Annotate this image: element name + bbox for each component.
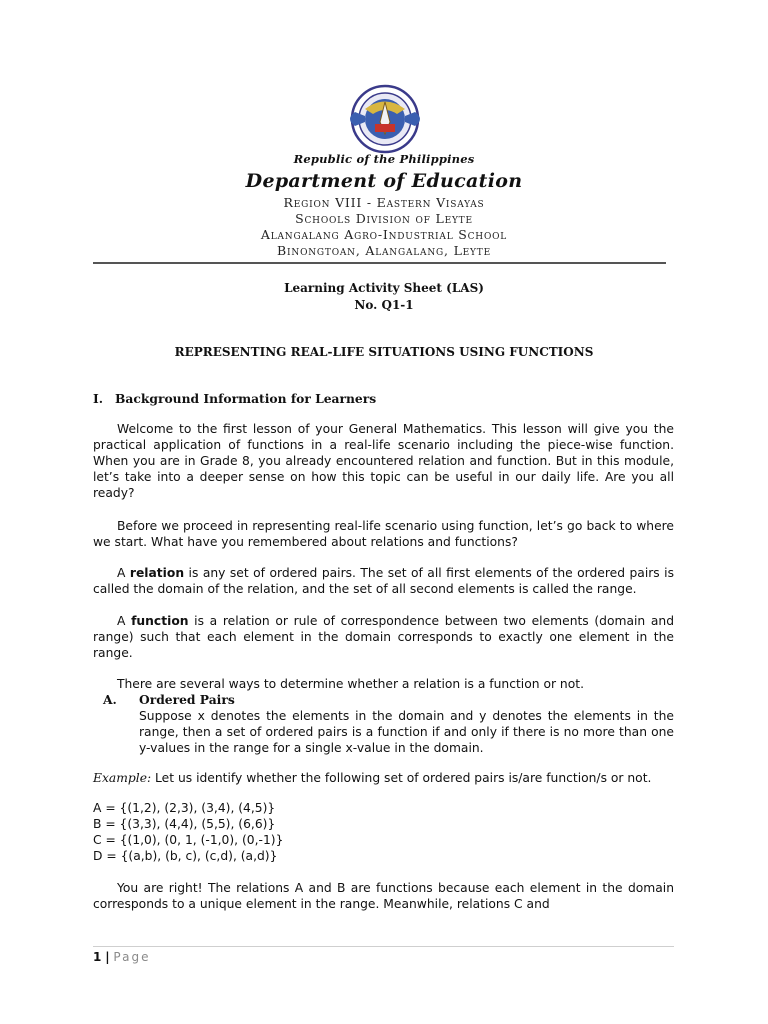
subsection-heading <box>103 692 235 707</box>
las-number: No. Q1-1 <box>354 298 414 312</box>
ordered-pair-sets <box>93 800 283 864</box>
las-title: Learning Activity Sheet (LAS) <box>284 281 484 295</box>
relation-pre: A <box>117 566 130 580</box>
address-line-school: Alangalang Agro-Industrial School <box>260 227 508 242</box>
address-line-location: Binongtoan, Alangalang, Leyte <box>277 243 491 258</box>
section-title: Background Information for Learners <box>115 391 377 406</box>
paragraph-ways-text: There are several ways to determine whether a relation is a function or not. <box>117 677 584 691</box>
section-heading <box>93 391 674 407</box>
department-heading: Department of Education <box>245 170 523 192</box>
address-line-region: Region VIII - Eastern Visayas <box>283 195 485 210</box>
topic-title: REPRESENTING REAL-LIFE SITUATIONS USING FUNCTIONS <box>174 345 594 359</box>
set-c: C = {(1,0), (0, 1, (-1,0), (0,-1)} <box>93 833 284 847</box>
function-pre: A <box>117 614 132 628</box>
example-label: Example: <box>93 771 152 785</box>
paragraph-answer-text: You are right! The relations A and B are functions because each element in the domain corresponds to a unique element in the range. Meanwhile, relations C and <box>93 881 674 911</box>
subsection-letter: A. <box>103 692 117 707</box>
paragraph-ways <box>93 676 674 692</box>
function-definition: is a relation or rule of correspondence between two elements (domain and range) such that each element in the domain corresponds to exactly one element in the range. <box>93 614 675 660</box>
section-number: I. <box>93 391 104 406</box>
paragraph-relation <box>93 565 674 597</box>
footer-divider <box>93 946 674 947</box>
subsection-paragraph <box>139 708 674 756</box>
function-term: function <box>131 614 189 628</box>
paragraph-welcome <box>93 421 674 501</box>
republic-heading: Republic of the Philippines <box>293 152 475 166</box>
page-label: Page <box>113 950 151 964</box>
paragraph-before <box>93 518 674 550</box>
address-line-division: Schools Division of Leyte <box>295 211 473 226</box>
page-footer <box>93 950 150 964</box>
paragraph-before-text: Before we proceed in representing real-life scenario using function, let’s go back to where we start. What have you remembered about relations and functions? <box>93 519 674 549</box>
example-paragraph <box>93 770 674 786</box>
header-divider <box>93 262 666 264</box>
page-number: 1 <box>93 950 102 964</box>
relation-definition: is any set of ordered pairs. The set of all first elements of the ordered pairs is called the domain of the relation, and the set of all second elements is called the range. <box>93 566 674 596</box>
paragraph-welcome-text: Welcome to the first lesson of your General Mathematics. This lesson will give you the practical application of functions in a real-life scenario including the piece-wise function. When you are in Grade 8, you already encountered relation and function. But in this module, let’s take into a deeper sense on how this topic can be useful in our daily life. Are you all ready? <box>93 422 674 500</box>
paragraph-answer <box>93 880 674 912</box>
subsection-text: Suppose x denotes the elements in the domain and y denotes the elements in the range, then a set of ordered pairs is a function if and only if there is no more than one y-values in the range for a single x-value in the domain. <box>139 709 674 755</box>
relation-term: relation <box>129 566 185 580</box>
paragraph-function <box>93 613 674 661</box>
set-a: A = {(1,2), (2,3), (3,4), (4,5)} <box>93 801 276 815</box>
set-d: D = {(a,b), (b, c), (c,d), (a,d)} <box>93 849 278 863</box>
deped-seal-icon <box>335 84 435 154</box>
page-separator: | <box>105 950 110 964</box>
subsection-title: Ordered Pairs <box>139 692 235 707</box>
example-text: Let us identify whether the following set of ordered pairs is/are function/s or not. <box>151 771 652 785</box>
set-b: B = {(3,3), (4,4), (5,5), (6,6)} <box>93 817 276 831</box>
